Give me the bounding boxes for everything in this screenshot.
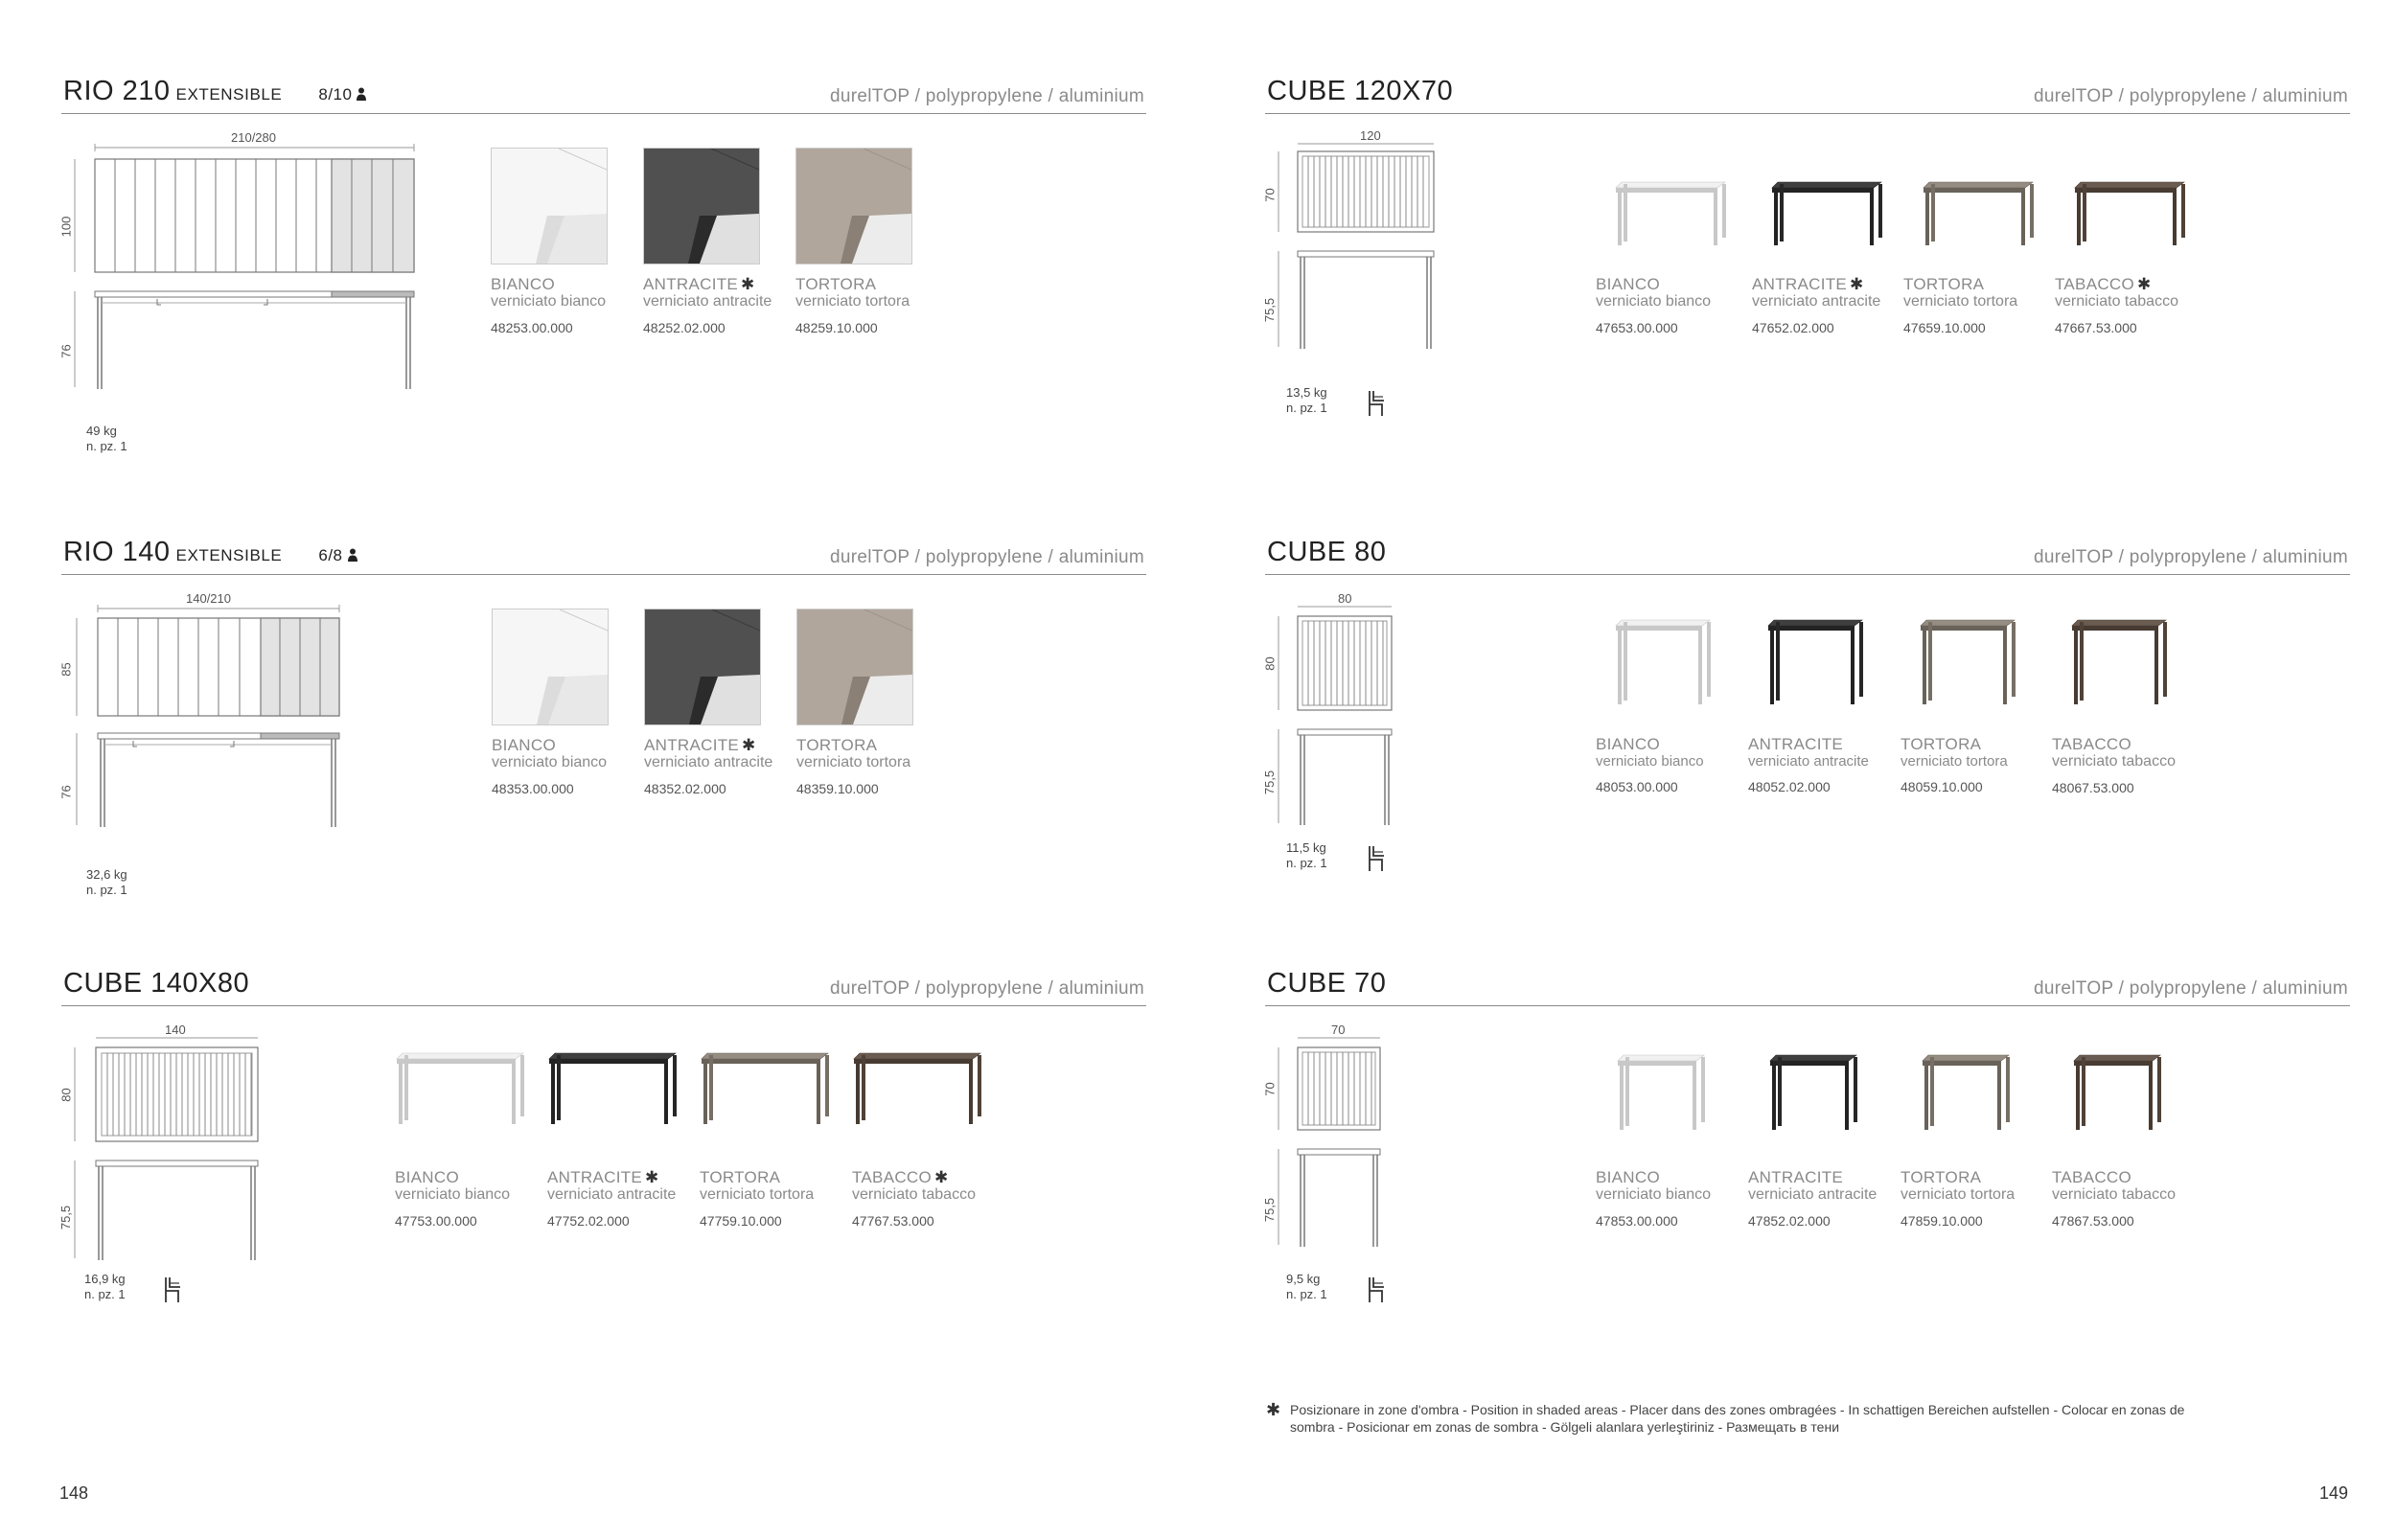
variant-code: 48067.53.000 — [2052, 780, 2134, 795]
pieces-value: n. pz. 1 — [1286, 856, 1327, 870]
variant-name: TORTORA — [1903, 275, 1985, 293]
table-photo — [547, 1051, 678, 1128]
table-photo — [700, 1051, 830, 1128]
table-photo — [1768, 1053, 1858, 1134]
height-dimension: 75,5 — [1262, 770, 1278, 795]
variant-finish: verniciato bianco — [492, 754, 608, 770]
variant-tortora — [1903, 275, 2057, 335]
section-cube-70 — [1262, 968, 2350, 1356]
variant-name: TORTORA — [796, 736, 878, 754]
variant-finish: verniciato tabacco — [2052, 1186, 2176, 1203]
product-photo-antracite — [1766, 618, 1864, 713]
weight-info — [1286, 840, 1327, 871]
product-photo-bianco — [395, 1051, 525, 1133]
shade-star-icon: ✱ — [741, 275, 755, 293]
section-header — [1265, 76, 2350, 114]
variant-finish: verniciato bianco — [491, 293, 607, 310]
variant-finish: verniciato tabacco — [852, 1186, 976, 1203]
stackable-chair-icon — [163, 1276, 182, 1304]
pieces-value: n. pz. 1 — [86, 883, 127, 897]
product-photo-bianco — [1616, 1053, 1706, 1138]
swatch-antracite — [644, 609, 761, 725]
variant-tortora — [795, 275, 949, 335]
variant-name: BIANCO — [395, 1168, 459, 1186]
material-label: durelTOP / polypropylene / aluminium — [2034, 547, 2348, 567]
variant-antracite — [643, 275, 796, 335]
variant-name: TORTORA — [1901, 1168, 1982, 1186]
variant-finish: verniciato antracite — [1748, 1186, 1878, 1203]
top-view-drawing — [1262, 599, 1418, 839]
swatch-antracite — [643, 148, 760, 264]
variant-code: 47653.00.000 — [1596, 320, 1678, 335]
swatch-tortora — [795, 148, 912, 264]
shade-star-icon: ✱ — [1266, 1400, 1281, 1419]
product-photo-tabacco — [2072, 1053, 2162, 1138]
section-header — [61, 537, 1146, 575]
pieces-value: n. pz. 1 — [1286, 401, 1327, 415]
footnote-line-1: Posizionare in zone d'ombra - Position in shaded areas - Placer dans des zones ombragées - In schattigen Bereichen aufstellen - Colocar en zonas de — [1290, 1402, 2185, 1417]
table-photo — [852, 1051, 982, 1128]
variant-finish: verniciato bianco — [1596, 293, 1712, 310]
weight-value: 16,9 kg — [84, 1272, 126, 1286]
variant-code: 47767.53.000 — [852, 1213, 934, 1229]
depth-dimension: 70 — [1262, 1082, 1278, 1096]
pieces-value: n. pz. 1 — [84, 1287, 126, 1301]
variant-code: 47853.00.000 — [1596, 1213, 1678, 1229]
section-cube-140x80 — [58, 968, 1146, 1356]
material-label: durelTOP / polypropylene / aluminium — [2034, 86, 2348, 106]
variant-code: 47759.10.000 — [700, 1213, 782, 1229]
product-photo-tortora — [1922, 180, 2035, 254]
product-photo-tortora — [1921, 1053, 2011, 1138]
variant-code: 47752.02.000 — [547, 1213, 630, 1229]
variant-code: 48252.02.000 — [643, 320, 726, 335]
variant-name: TABACCO ✱ — [2055, 275, 2152, 293]
variant-finish: verniciato antracite — [1752, 293, 1881, 310]
variant-finish: verniciato tortora — [1903, 293, 2018, 310]
depth-dimension: 100 — [58, 216, 74, 238]
variant-code: 47852.02.000 — [1748, 1213, 1831, 1229]
height-dimension: 76 — [58, 785, 74, 799]
variant-tabacco — [2055, 275, 2208, 335]
variant-name: ANTRACITE ✱ — [643, 275, 755, 293]
shade-star-icon: ✱ — [2137, 275, 2152, 293]
variant-name: TABACCO — [2052, 735, 2132, 753]
variant-tortora — [700, 1168, 853, 1229]
variant-name: ANTRACITE ✱ — [644, 736, 756, 754]
depth-dimension: 85 — [58, 662, 74, 677]
top-view-drawing — [58, 138, 426, 406]
variant-name: TORTORA — [1901, 735, 1982, 753]
page-number-right: 149 — [2319, 1483, 2349, 1503]
pieces-value: n. pz. 1 — [1286, 1287, 1327, 1301]
product-title: CUBE 140X80 — [63, 968, 250, 999]
variant-code: 48052.02.000 — [1748, 779, 1831, 794]
variant-code: 48359.10.000 — [796, 781, 879, 796]
product-photo-tabacco — [852, 1051, 982, 1133]
table-photo — [2072, 1053, 2162, 1134]
variant-name: TORTORA — [700, 1168, 781, 1186]
table-photo — [1921, 1053, 2011, 1134]
variant-finish: verniciato tabacco — [2055, 293, 2178, 310]
variant-finish: verniciato tortora — [1901, 1186, 2016, 1203]
table-photo — [2073, 180, 2186, 249]
table-photo — [395, 1051, 525, 1128]
weight-info — [1286, 385, 1327, 416]
table-photo — [2070, 618, 2168, 708]
variant-tabacco — [2052, 735, 2205, 795]
product-photo-bianco — [1614, 618, 1712, 713]
person-icon — [348, 548, 357, 562]
shade-star-icon: ✱ — [934, 1168, 949, 1186]
variant-finish: verniciato antracite — [643, 293, 772, 310]
weight-info — [1286, 1272, 1327, 1302]
top-view-drawing — [58, 599, 368, 848]
variant-finish: verniciato bianco — [1596, 1186, 1712, 1203]
table-photo — [1922, 180, 2035, 249]
variant-code: 47859.10.000 — [1901, 1213, 1983, 1229]
weight-value: 13,5 kg — [1286, 385, 1327, 400]
weight-info — [86, 424, 127, 454]
swatch-bianco — [491, 148, 608, 264]
variant-finish: verniciato tortora — [700, 1186, 815, 1203]
depth-dimension: 80 — [58, 1088, 74, 1102]
variant-tortora — [1901, 1168, 2054, 1229]
capacity-label: 6/8 — [318, 546, 343, 564]
depth-dimension: 70 — [1262, 188, 1278, 202]
variant-code: 48253.00.000 — [491, 320, 573, 335]
variant-finish: verniciato antracite — [547, 1186, 677, 1203]
weight-info — [86, 867, 127, 898]
variant-code: 48352.02.000 — [644, 781, 726, 796]
top-view-drawing — [58, 1030, 291, 1279]
variant-tabacco — [852, 1168, 1005, 1229]
variant-name: BIANCO — [1596, 1168, 1660, 1186]
material-label: durelTOP / polypropylene / aluminium — [830, 86, 1144, 106]
material-label: durelTOP / polypropylene / aluminium — [2034, 978, 2348, 999]
page-number-left: 148 — [59, 1483, 89, 1503]
weight-value: 49 kg — [86, 424, 117, 438]
variant-finish: verniciato antracite — [644, 754, 773, 770]
variant-name: BIANCO — [491, 275, 555, 293]
weight-value: 11,5 kg — [1286, 840, 1326, 855]
table-photo — [1770, 180, 1883, 249]
variant-bianco — [491, 275, 644, 335]
product-photo-antracite — [547, 1051, 678, 1133]
section-header — [1265, 537, 2350, 575]
stackable-chair-icon — [1367, 389, 1386, 418]
section-cube-80 — [1262, 537, 2350, 925]
table-photo — [1614, 618, 1712, 708]
shade-star-icon: ✱ — [645, 1168, 659, 1186]
width-dimension: 120 — [1360, 128, 1381, 143]
width-dimension: 140/210 — [186, 591, 231, 606]
product-photo-tortora — [1919, 618, 2016, 713]
weight-value: 32,6 kg — [86, 867, 127, 882]
height-dimension: 75,5 — [1262, 1197, 1278, 1223]
variant-code: 48053.00.000 — [1596, 779, 1678, 794]
depth-dimension: 80 — [1262, 656, 1278, 671]
variant-bianco — [1596, 1168, 1749, 1229]
width-dimension: 210/280 — [231, 130, 276, 145]
variant-bianco — [1596, 735, 1749, 794]
table-photo — [1616, 1053, 1706, 1134]
product-title: CUBE 80 — [1267, 537, 1387, 567]
variant-name: TORTORA — [795, 275, 877, 293]
section-rio-210 — [58, 76, 1146, 464]
variant-antracite — [1748, 1168, 1901, 1229]
product-photo-antracite — [1768, 1053, 1858, 1138]
variant-finish: verniciato tabacco — [2052, 753, 2176, 770]
height-dimension: 76 — [58, 344, 74, 358]
variant-finish: verniciato tortora — [795, 293, 910, 310]
product-title: CUBE 120X70 — [1267, 76, 1454, 106]
variant-tortora — [1901, 735, 2054, 794]
variant-name: BIANCO — [1596, 735, 1660, 753]
table-photo — [1614, 180, 1727, 249]
variant-tabacco — [2052, 1168, 2205, 1229]
extensible-label: EXTENSIBLE — [175, 546, 283, 564]
table-photo — [1766, 618, 1864, 708]
height-dimension: 75,5 — [58, 1205, 74, 1230]
variant-code: 47753.00.000 — [395, 1213, 477, 1229]
variant-antracite — [1752, 275, 1905, 335]
variant-bianco — [1596, 275, 1749, 335]
weight-info — [84, 1272, 126, 1302]
product-title: RIO 140 EXTENSIBLE 6/8 — [63, 537, 357, 568]
product-photo-antracite — [1770, 180, 1883, 254]
variant-antracite — [1748, 735, 1901, 794]
variant-code: 47867.53.000 — [2052, 1213, 2134, 1229]
section-cube-120x70 — [1262, 76, 2350, 464]
variant-tortora — [796, 736, 950, 796]
variant-finish: verniciato bianco — [395, 1186, 511, 1203]
variant-name: BIANCO — [492, 736, 556, 754]
variant-code: 47667.53.000 — [2055, 320, 2137, 335]
weight-value: 9,5 kg — [1286, 1272, 1321, 1286]
variant-name: ANTRACITE ✱ — [1752, 275, 1864, 293]
top-view-drawing — [1262, 136, 1457, 366]
variant-name: TABACCO — [2052, 1168, 2132, 1186]
swatch-bianco — [492, 609, 609, 725]
variant-name: ANTRACITE — [1748, 735, 1844, 753]
product-title: RIO 210 EXTENSIBLE 8/10 — [63, 76, 366, 107]
variant-finish: verniciato tortora — [796, 754, 911, 770]
variant-code: 47652.02.000 — [1752, 320, 1834, 335]
product-photo-tabacco — [2070, 618, 2168, 713]
variant-code: 48059.10.000 — [1901, 779, 1983, 794]
variant-antracite — [547, 1168, 701, 1229]
height-dimension: 75,5 — [1262, 297, 1278, 323]
variant-code: 47659.10.000 — [1903, 320, 1986, 335]
capacity-label: 8/10 — [318, 85, 353, 103]
variant-name: ANTRACITE ✱ — [547, 1168, 659, 1186]
footnote — [1263, 1401, 2365, 1436]
swatch-tortora — [796, 609, 913, 725]
width-dimension: 140 — [165, 1023, 186, 1037]
variant-code: 48259.10.000 — [795, 320, 878, 335]
footnote-line-2: sombra - Posicionar em zonas de sombra - Gölgeli alanlara yerleştiriniz - Размещать в тени — [1290, 1419, 1840, 1435]
product-photo-tabacco — [2073, 180, 2186, 254]
pieces-value: n. pz. 1 — [86, 439, 127, 453]
shade-star-icon: ✱ — [1850, 275, 1864, 293]
variant-bianco — [492, 736, 645, 796]
section-header — [61, 968, 1146, 1006]
person-icon — [357, 87, 366, 101]
top-view-drawing — [1262, 1030, 1409, 1260]
product-title: CUBE 70 — [1267, 968, 1387, 999]
section-rio-140 — [58, 537, 1146, 925]
variant-code: 48353.00.000 — [492, 781, 574, 796]
stackable-chair-icon — [1367, 844, 1386, 873]
variant-name: TABACCO ✱ — [852, 1168, 949, 1186]
extensible-label: EXTENSIBLE — [175, 85, 283, 103]
variant-finish: verniciato tortora — [1901, 753, 2008, 770]
variant-finish: verniciato antracite — [1748, 753, 1869, 770]
section-header — [1265, 968, 2350, 1006]
table-photo — [1919, 618, 2016, 708]
variant-name: ANTRACITE — [1748, 1168, 1844, 1186]
variant-name: BIANCO — [1596, 275, 1660, 293]
shade-star-icon: ✱ — [742, 736, 756, 754]
width-dimension: 70 — [1331, 1023, 1346, 1037]
material-label: durelTOP / polypropylene / aluminium — [830, 978, 1144, 999]
material-label: durelTOP / polypropylene / aluminium — [830, 547, 1144, 567]
width-dimension: 80 — [1338, 591, 1352, 606]
product-photo-tortora — [700, 1051, 830, 1133]
variant-bianco — [395, 1168, 548, 1229]
section-header — [61, 76, 1146, 114]
stackable-chair-icon — [1367, 1276, 1386, 1304]
product-photo-bianco — [1614, 180, 1727, 254]
variant-antracite — [644, 736, 797, 796]
variant-finish: verniciato bianco — [1596, 753, 1704, 770]
